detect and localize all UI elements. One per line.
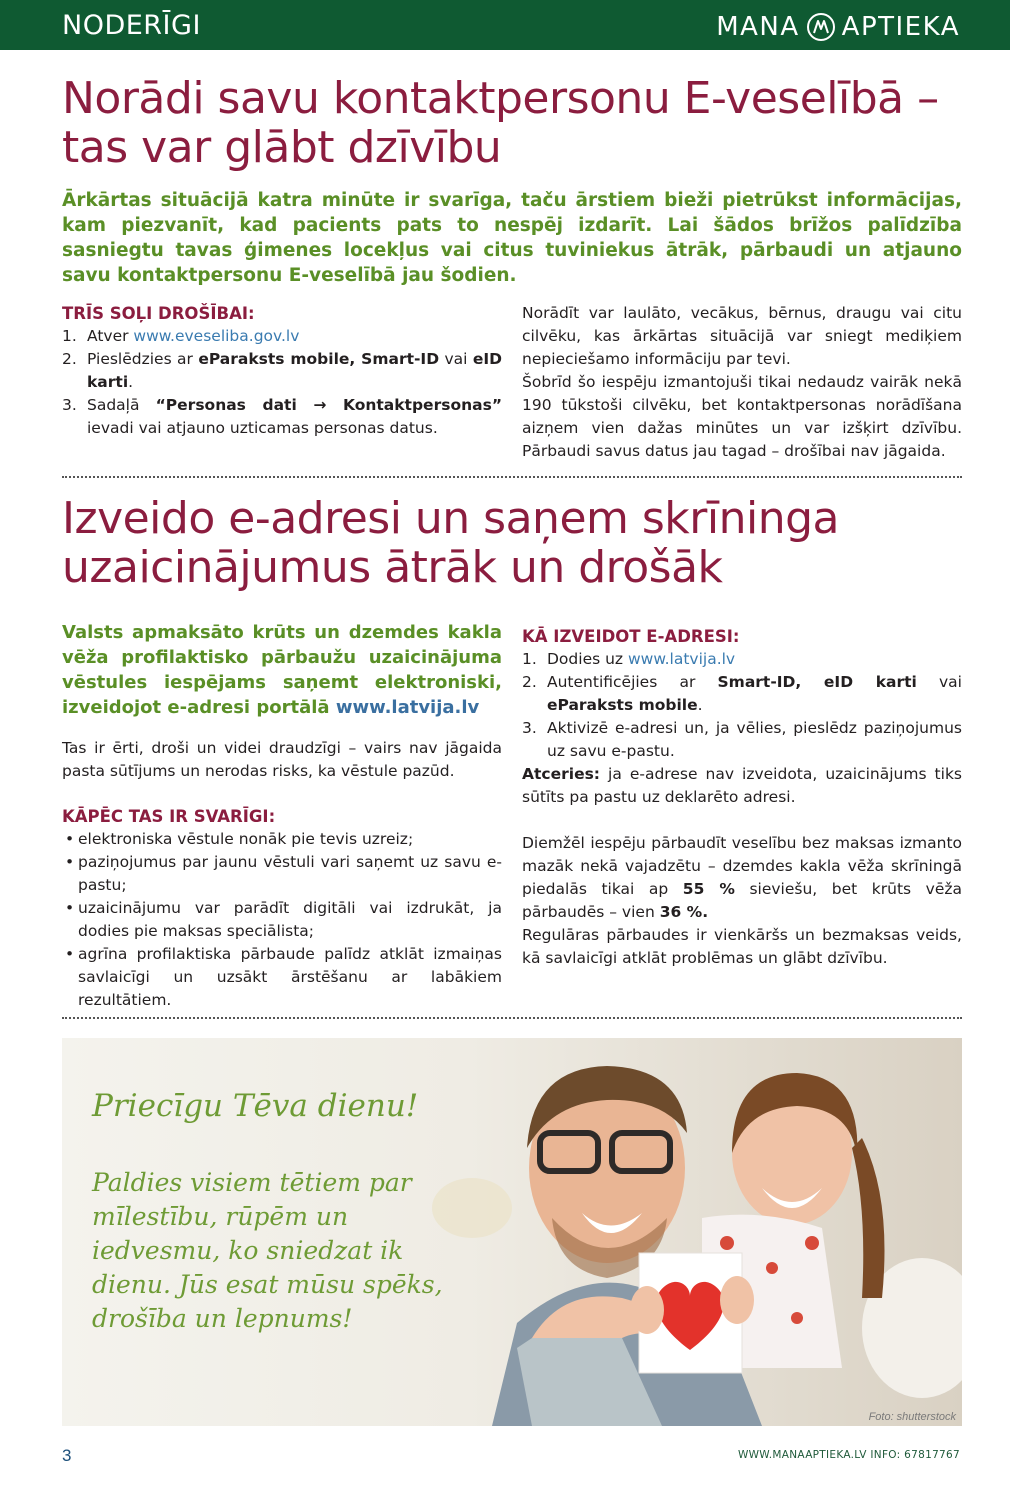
why-list (62, 828, 502, 1012)
divider (62, 476, 962, 478)
article2-title: Izveido e-adresi un saņem skrīninga uzaicinājumus ātrāk un drošāk (62, 493, 839, 594)
footer-contact[interactable]: WWW.MANAAPTIEKA.LV INFO: 67817767 (737, 1449, 960, 1461)
list-item: 1. Dodies uz www.latvija.lv (522, 650, 736, 668)
article1-lead: Ārkārtas situācijā katra minūte ir svarīga, taču ārstiem bieži pietrūkst informācijas, kam piezvanīt, kad pacients pats to nespēj izdarīt. Lai šādos brīžos palīdzība sasniegtu tavas ģimenes locekļus vai citus tuviniekus ātrāk, pārbaudi un atjauno savu kontaktpersonu E-veselībā jau šodien. (62, 190, 962, 286)
promo-title: Priecīgu Tēva dienu! (92, 1088, 419, 1124)
article2-intro: Tas ir ērti, droši un videi draudzīgi – vairs nav jāgaida pasta sūtījums un nerodas risks, ka vēstule pazūd. (62, 739, 502, 780)
list-item: 3. Sadaļā “Personas dati → Kontaktpersonas” ievadi vai atjauno uzticamas personas datus. (62, 396, 502, 437)
article1-right-paragraph-2: Šobrīd šo iespēju izmantojuši tikai nedaudz vairāk nekā 190 tūkstoši cilvēku, bet kontaktpersonas norādīšana aizņem vien dažas minūtes un var izšķirt dzīvību. Pārbaudi savus datus jau tagad – drošībai nav jāgaida. (522, 373, 962, 460)
breast-stat: 36 %. (659, 903, 709, 921)
latvija-link[interactable]: www.latvija.lv (335, 697, 480, 718)
promo-message: Paldies visiem tētiem par mīlestību, rūpēm un iedvesmu, ko sniedzat ik dienu. Jūs esat mūsu spēks, drošība un lepnums! (92, 1168, 443, 1333)
how-steps-list (522, 648, 962, 763)
article1-right-paragraph-1: Norādīt var laulāto, vecākus, bērnus, draugu vai citu cilvēku, kas ārkārtas situācijā var sniegt mediķiem nepieciešamo informāciju par tevi. (522, 304, 962, 368)
list-item: • paziņojumus par jaunu vēstuli vari saņemt uz savu e-pastu; (62, 851, 502, 897)
page-number: 3 (62, 1446, 72, 1465)
article1-left-column (62, 302, 502, 440)
list-item: 2. Pieslēdzies ar eParaksts mobile, Smart-ID vai eID karti. (62, 350, 502, 391)
list-item: 2. Autentificējies ar Smart-ID, eID karti vai eParaksts mobile. (522, 673, 962, 714)
list-item: 1. Atver www.eveseliba.gov.lv (62, 327, 300, 345)
eveseliba-link[interactable]: www.eveseliba.gov.lv (133, 327, 300, 345)
top-bar (0, 0, 1010, 50)
article2-lead: Valsts apmaksāto krūts un dzemdes kakla vēža profilaktisko pārbaužu uzaicinājuma vēstules iespējams saņemt elektroniski, izveidojot e-adresi portālā www.latvija.lv (62, 622, 502, 718)
divider (62, 1017, 962, 1019)
list-item: 3. Aktivizē e-adresi un, ja vēlies, pieslēdz paziņojumus uz savu e-pastu. (522, 719, 962, 760)
how-heading: KĀ IZVEIDOT E-ADRESI: (522, 627, 740, 646)
section-label: NODERĪGI (62, 10, 201, 41)
steps-list (62, 325, 502, 440)
article1-title: Norādi savu kontaktpersonu E-veselībā – tas var glābt dzīvību (62, 73, 939, 174)
list-item: • elektroniska vēstule nonāk pie tevis uzreiz; (62, 828, 502, 851)
photo-credit: Foto: shutterstock (868, 1411, 956, 1423)
fathers-day-banner (62, 1038, 962, 1426)
why-heading: KĀPĒC TAS IR SVARĪGI: (62, 807, 276, 826)
remember-note: Atceries: ja e-adrese nav izveidota, uzaicinājums tiks sūtīts pa pastu uz deklarēto adresi. (522, 765, 962, 806)
brand-logo[interactable] (716, 12, 960, 42)
list-item: • uzaicinājumu var parādīt digitāli vai izdrukāt, ja dodies pie maksas speciālista; (62, 897, 502, 943)
pharmacy-m-logo-icon (806, 12, 836, 42)
closing-paragraph: Regulāras pārbaudes ir vienkāršs un bezmaksas veids, kā savlaicīgi atklāt problēmas un glābt dzīvību. (522, 926, 962, 967)
list-item: • agrīna profilaktiska pārbaude palīdz atklāt izmaiņas savlaicīgi un uzsākt ārstēšanu ar labākiem rezultātiem. (62, 943, 502, 1012)
screening-stats: Diemžēl iespēju pārbaudīt veselību bez maksas izmanto mazāk nekā vajadzētu – dzemdes kakla vēža skrīningā piedalās tikai ap 55 % sieviešu, bet krūts vēža pārbaudēs – vien 36 %. (522, 834, 962, 921)
brand-name-left: MANA (716, 12, 800, 42)
brand-name-right: APTIEKA (841, 12, 960, 42)
cervical-stat: 55 % (682, 880, 735, 898)
latvija-link[interactable]: www.latvija.lv (628, 650, 736, 668)
article2-left-column (62, 620, 502, 1012)
steps-heading: TRĪS SOĻI DROŠĪBAI: (62, 304, 255, 323)
article1-right-column (522, 302, 962, 463)
article2-right-column (522, 625, 962, 970)
